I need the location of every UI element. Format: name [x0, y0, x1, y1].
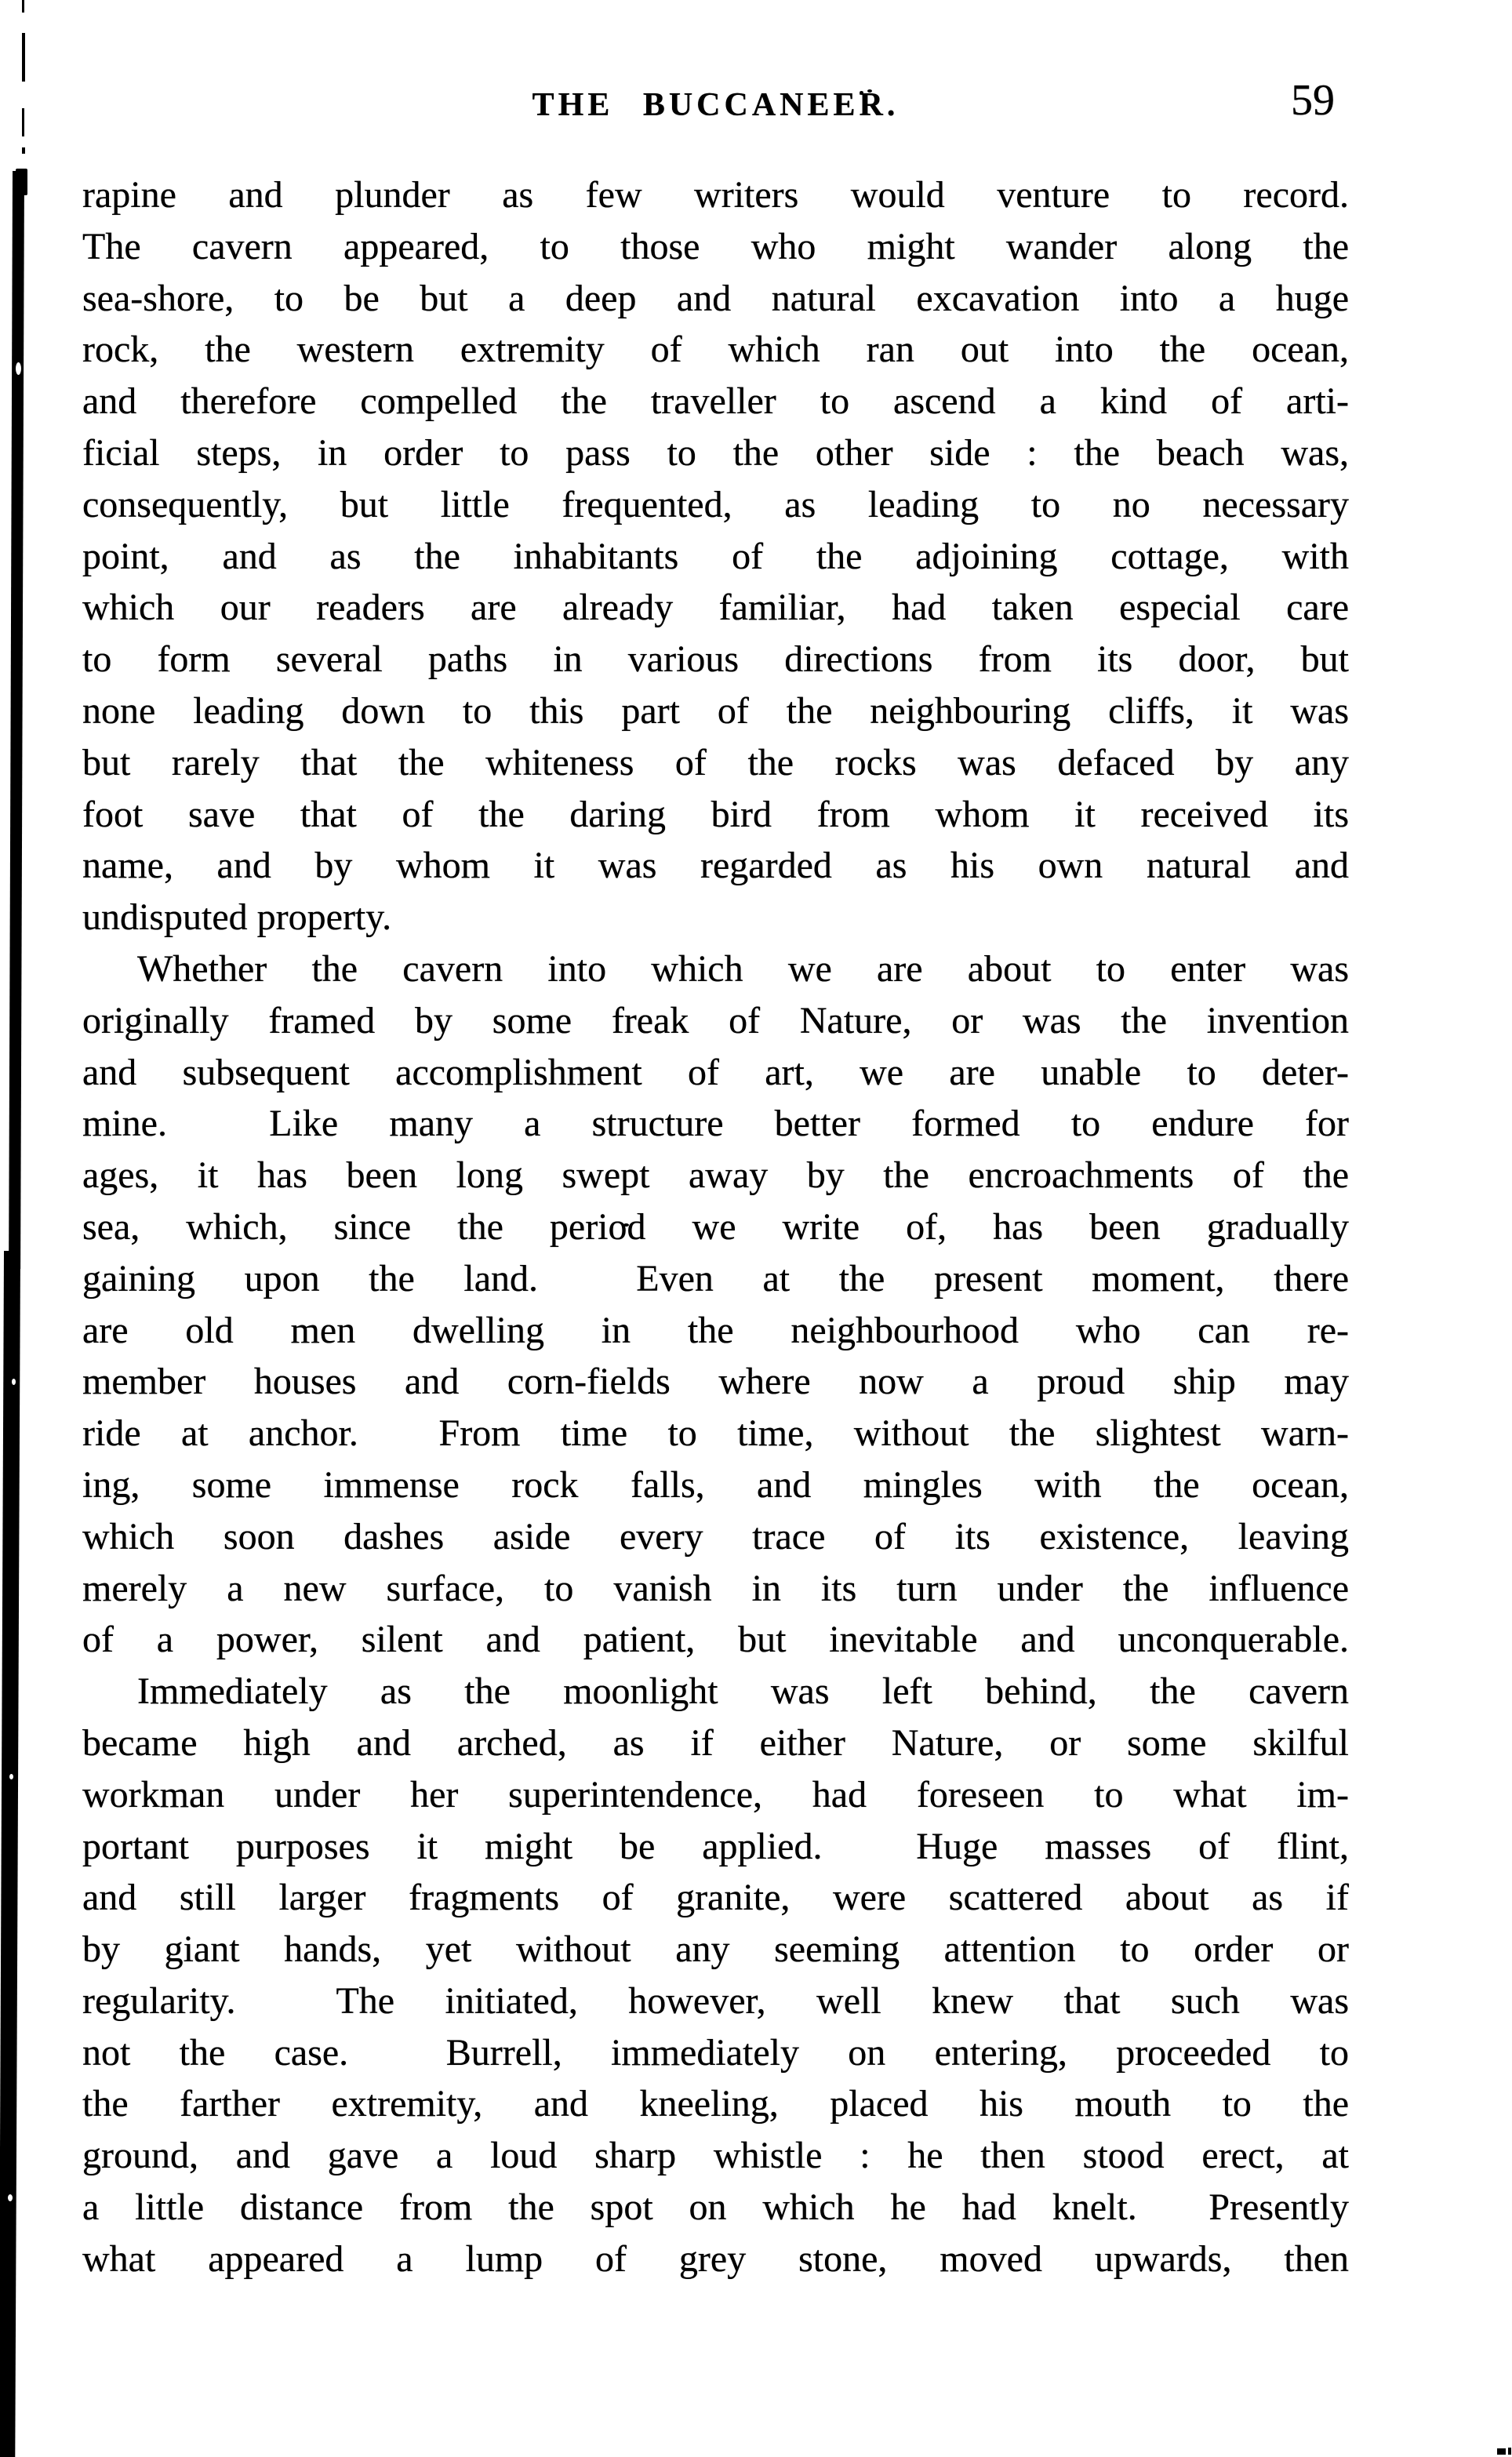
text-line: became high and arched, as if either Nature, or some skilful [82, 1721, 1349, 1764]
text-line: what appeared a lump of grey stone, moved upwards, then [82, 2237, 1349, 2280]
page-number: 59 [1291, 76, 1335, 125]
text-line: and therefore compelled the traveller to ascend a kind of arti- [82, 380, 1349, 423]
body-text [82, 169, 1349, 2285]
text-line: which soon dashes aside every trace of its existence, leaving [82, 1515, 1349, 1557]
text-line: ground, and gave a loud sharp whistle : he then stood erect, at [82, 2135, 1349, 2177]
text-line: mine. Like many a structure better formed to endure for [82, 1103, 1349, 1145]
text-line: rapine and plunder as few writers would venture to record. [82, 174, 1349, 216]
text-line: ficial steps, in order to pass to the other side : the beach was, [82, 431, 1349, 474]
text-line: consequently, but little frequented, as leading to no necessary [82, 483, 1349, 525]
text-line: portant purposes it might be applied. Huge masses of flint, [82, 1825, 1349, 1867]
scan-artifact-speck [1497, 2448, 1506, 2455]
text-line: rock, the western extremity of which ran out into the ocean, [82, 329, 1349, 371]
text-line: Whether the cavern into which we are about to enter was [137, 947, 1349, 990]
scan-artifact-speck [1508, 2448, 1511, 2455]
text-line: sea-shore, to be but a deep and natural excavation into a huge [82, 277, 1349, 319]
text-line: by giant hands, yet without any seeming attention to order or [82, 1928, 1349, 1971]
text-line: member houses and corn-fields where now a proud ship may [82, 1361, 1349, 1403]
running-title: THE BUCCANEER. [532, 87, 900, 123]
text-line: but rarely that the whiteness of the rocks was defaced by any [82, 741, 1349, 783]
text-line: point, and as the inhabitants of the adjoining cottage, with [82, 535, 1349, 577]
page-header [82, 75, 1349, 130]
text-line: ages, it has been long swept away by the encroachments of the [82, 1154, 1349, 1197]
text-line: regularity. The initiated, however, well knew that such was [82, 1979, 1349, 2022]
text-line: The cavern appeared, to those who might wander along the [82, 225, 1349, 267]
text-line: gaining upon the land. Even at the present moment, there [82, 1257, 1349, 1299]
scan-artifact-binding-bar [0, 1251, 20, 2457]
scan-artifact-speck [12, 1379, 16, 1385]
text-line: are old men dwelling in the neighbourhood who can re- [82, 1309, 1349, 1351]
text-line: undisputed property. [82, 896, 392, 939]
text-line: merely a new surface, to vanish in its turn under the influence [82, 1567, 1349, 1609]
text-line: ride at anchor. From time to time, without the slightest warn- [82, 1412, 1349, 1455]
text-line: ing, some immense rock falls, and mingles with the ocean, [82, 1463, 1349, 1506]
scan-artifact-dashed-line [22, 108, 24, 136]
text-line: sea, which, since the period we write of, has been gradually [82, 1205, 1349, 1248]
scan-artifact-dashed-line [22, 147, 25, 154]
text-line: which our readers are already familiar, had taken especial care [82, 587, 1349, 629]
scan-artifact-speck [9, 1774, 13, 1779]
text-line: the farther extremity, and kneeling, placed his mouth to the [82, 2083, 1349, 2125]
scan-artifact-dashed-line [22, 33, 25, 82]
text-line: foot save that of the daring bird from whom it received its [82, 793, 1349, 835]
text-line: not the case. Burrell, immediately on entering, proceeded to [82, 2031, 1349, 2074]
text-line: to form several paths in various directions from its door, but [82, 638, 1349, 681]
text-line: a little distance from the spot on which he had knelt. Presently [82, 2186, 1349, 2229]
text-line: of a power, silent and patient, but inevitable and unconquerable. [82, 1619, 1349, 1661]
scan-artifact-dashed-line [22, 0, 24, 13]
text-line: none leading down to this part of the neighbouring cliffs, it was [82, 689, 1349, 732]
scan-artifact-binding-bar [9, 171, 24, 1269]
scan-artifact-speck [16, 362, 21, 375]
scan-artifact-speck [8, 2194, 13, 2201]
text-line: workman under her superintendence, had foreseen to what im- [82, 1773, 1349, 1815]
text-line: originally framed by some freak of Nature, or was the invention [82, 999, 1349, 1041]
text-line: Immediately as the moonlight was left behind, the cavern [137, 1670, 1349, 1713]
text-line: name, and by whom it was regarded as his own natural and [82, 845, 1349, 887]
text-line: and still larger fragments of granite, were scattered about as if [82, 1877, 1349, 1919]
text-line: and subsequent accomplishment of art, we are unable to deter- [82, 1051, 1349, 1093]
